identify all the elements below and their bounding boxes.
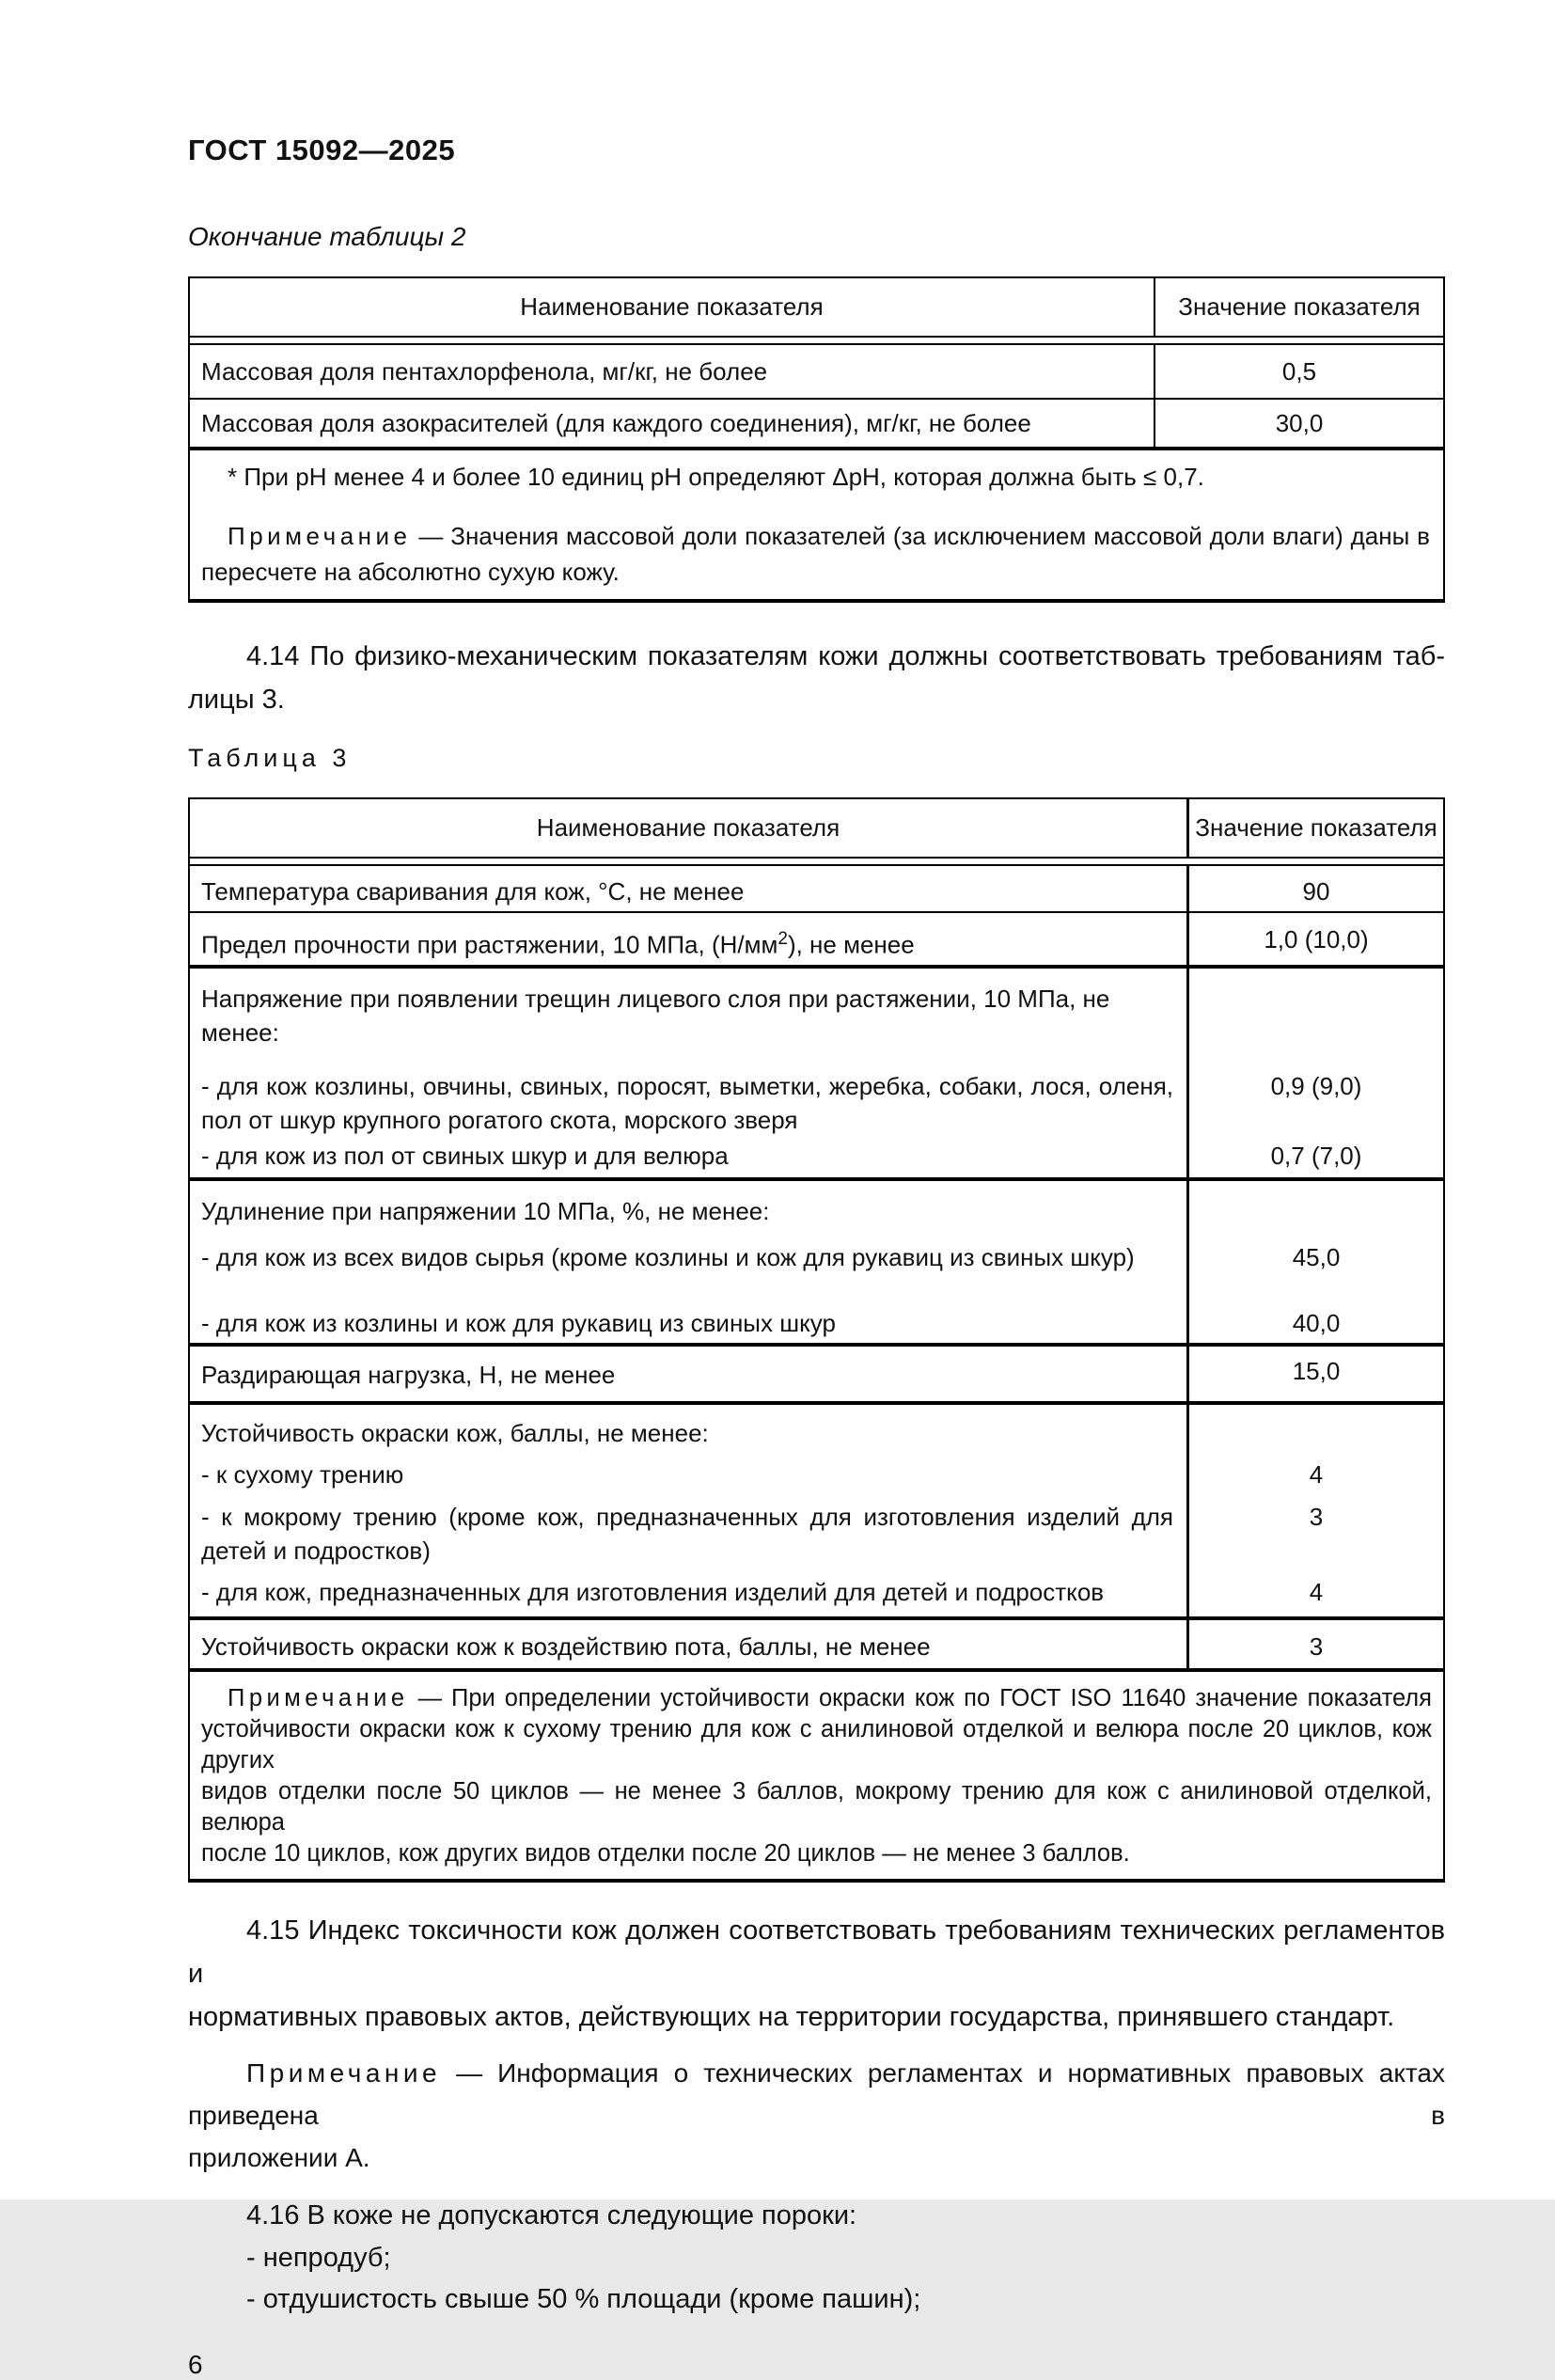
row-name-text: Предел прочности при растяжении, 10 МПа, (Н/мм — [201, 930, 778, 959]
row-value: 0,5 — [1154, 345, 1443, 398]
row-value: 30,0 — [1154, 400, 1443, 447]
para-4-15-line2: нормативных правовых актов, действующих на территории государства, принявшего стандарт. — [188, 2001, 1395, 2032]
row-name-text: ), не менее — [787, 930, 915, 959]
sub-value: 3 — [1186, 1491, 1443, 1568]
note-4-15-line2: приложении А. — [188, 2142, 370, 2172]
block-sub-row — [190, 1137, 1443, 1177]
table2-caption: Окончание таблицы 2 — [188, 222, 466, 251]
superscript: 2 — [778, 929, 788, 949]
table3-row-temperature — [190, 866, 1443, 911]
note-label: Примечание — [228, 1684, 409, 1711]
para-4-14 — [188, 635, 1445, 721]
table2-col-header-name: Наименование показателя — [520, 292, 824, 321]
sub-value: 40,0 — [1186, 1274, 1443, 1343]
row-name — [190, 913, 1186, 965]
sub-value: 0,9 (9,0) — [1186, 1049, 1443, 1137]
table3-note-line — [201, 1683, 1432, 1714]
block-sub-row — [190, 1450, 1443, 1491]
block-sub-row — [190, 1228, 1443, 1274]
block-title: Устойчивость окраски кож, баллы, не менее: — [201, 1418, 709, 1447]
sub-value: 45,0 — [1186, 1228, 1443, 1274]
table2-footer — [190, 447, 1443, 599]
table3-note-line: видов отделки после 50 циклов — не менее 3 баллов, мокрому трению для кож с анилиновой отделкой, велюра — [201, 1777, 1432, 1836]
table3-note — [190, 1668, 1443, 1879]
table3 — [188, 797, 1445, 1883]
table2-header-row — [190, 278, 1443, 336]
table3-row-sweat — [190, 1616, 1443, 1668]
sub-name: - для кож из козлины и кож для рукавиц из свиных шкур — [201, 1308, 836, 1337]
row-value: 15,0 — [1186, 1347, 1443, 1401]
table3-col-header-value: Значение показателя — [1186, 799, 1443, 857]
block-sub-row — [190, 1049, 1443, 1137]
defect-list-item: - отдушистость свыше 50 % площади (кроме пашин); — [246, 2283, 921, 2314]
table3-block-color-fastness — [190, 1401, 1443, 1616]
sub-name: - для кож из всех видов сырья (кроме козлины и кож для рукавиц из свиных шкур) — [201, 1242, 1135, 1271]
sub-name: - к мокрому трению (кроме кож, предназначенных для изготовления изделий для детей и подростков) — [201, 1502, 1173, 1565]
block-title-value-spacer — [1186, 1181, 1443, 1228]
row-value: 90 — [1186, 866, 1443, 911]
note-text: — Информация о технических регламентах и нормативных правовых актах приведена в — [188, 2057, 1446, 2130]
table2-header-double-line — [190, 336, 1443, 345]
block-title-value-spacer — [1186, 969, 1443, 1049]
block-sub-row — [190, 1568, 1443, 1616]
block-sub-row — [190, 1491, 1443, 1568]
table2-row — [190, 398, 1443, 447]
row-value: 1,0 (10,0) — [1186, 913, 1443, 965]
table3-note-line: устойчивости окраски кож к сухому трению для кож с анилиновой отделкой и велюра после 20 циклов, кож других — [201, 1715, 1432, 1773]
block-title-row — [190, 969, 1443, 1049]
para-4-16: 4.16 В коже не допускаются следующие пороки: — [246, 2199, 857, 2230]
sub-name: - для кож козлины, овчины, свиных, поросят, выметки, жеребка, собаки, лося, оленя, пол от шкур крупного рогатого скота, морского зверя — [201, 1071, 1173, 1134]
row-value: 3 — [1186, 1620, 1443, 1668]
para-4-14-line1: 4.14 По физико-механическим показателям кожи должны соответствовать требованиям таб- — [246, 641, 1445, 671]
note-label: Примечание — [246, 2057, 442, 2088]
sub-value: 4 — [1186, 1450, 1443, 1491]
table2-note-line: пересчете на абсолютно сухую кожу. — [201, 558, 620, 586]
table3-caption: Таблица 3 — [188, 744, 352, 772]
note-4-15 — [188, 2052, 1445, 2179]
row-name: Температура сваривания для кож, °С, не менее — [201, 877, 745, 906]
note-4-15-line1 — [188, 2052, 1445, 2136]
table3-row-tear — [190, 1343, 1443, 1401]
table3-block-elongation — [190, 1177, 1443, 1343]
table3-col-header-name: Наименование показателя — [536, 813, 840, 842]
sub-name: - к сухому трению — [201, 1459, 404, 1489]
doc-header: ГОСТ 15092—2025 — [188, 134, 456, 166]
page-content — [188, 0, 1445, 2380]
sub-name: - для кож, предназначенных для изготовления изделий для детей и подростков — [201, 1577, 1105, 1606]
block-title-row — [190, 1181, 1443, 1228]
block-title-row — [190, 1405, 1443, 1450]
sub-value: 0,7 (7,0) — [1186, 1137, 1443, 1177]
sub-value: 4 — [1186, 1568, 1443, 1616]
table3-block-crack — [190, 965, 1443, 1177]
table3-header-double-line — [190, 857, 1443, 866]
table3-note-line: после 10 циклов, кож других видов отделки после 20 циклов — не менее 3 баллов. — [201, 1839, 1130, 1867]
defect-list-item: - непродуб; — [246, 2242, 391, 2273]
note-text: — При определении устойчивости окраски кож по ГОСТ ISO 11640 значение показателя — [417, 1684, 1432, 1711]
row-name: Массовая доля пентахлорфенола, мг/кг, не более — [201, 357, 768, 386]
table2-col-header-value: Значение показателя — [1154, 278, 1443, 336]
block-title: Удлинение при напряжении 10 МПа, %, не менее: — [201, 1196, 770, 1225]
row-name: Раздирающая нагрузка, Н, не менее — [201, 1360, 616, 1389]
table3-row-strength — [190, 911, 1443, 965]
row-name: Массовая доля азокрасителей (для каждого соединения), мг/кг, не более — [201, 409, 1031, 437]
table2-footnote: * При рН менее 4 и более 10 единиц рН определяют ΔрН, которая должна быть ≤ 0,7. — [228, 463, 1204, 491]
block-sub-row — [190, 1274, 1443, 1343]
table2-row — [190, 345, 1443, 398]
note-label: Примечание — [228, 522, 412, 550]
table3-header-row — [190, 799, 1443, 857]
page-number: 6 — [188, 2349, 203, 2379]
table2 — [188, 276, 1445, 603]
row-name: Устойчивость окраски кож к воздействию пота, баллы, не менее — [201, 1631, 931, 1661]
table2-note-line — [201, 518, 1430, 554]
para-4-14-line2: лицы 3. — [188, 685, 285, 715]
sub-name: - для кож из пол от свиных шкур и для велюра — [201, 1141, 729, 1170]
table2-note — [201, 518, 1430, 590]
para-4-15 — [188, 1909, 1445, 2039]
block-title-value-spacer — [1186, 1405, 1443, 1450]
block-title: Напряжение при появлении трещин лицевого слоя при растяжении, 10 МПа, не менее: — [201, 984, 1110, 1047]
note-text: — Значения массовой доли показателей (за исключением массовой доли влаги) даны в — [418, 522, 1430, 550]
para-4-15-line1: 4.15 Индекс токсичности кож должен соответствовать требованиям технических регламентов и — [188, 1915, 1445, 1989]
